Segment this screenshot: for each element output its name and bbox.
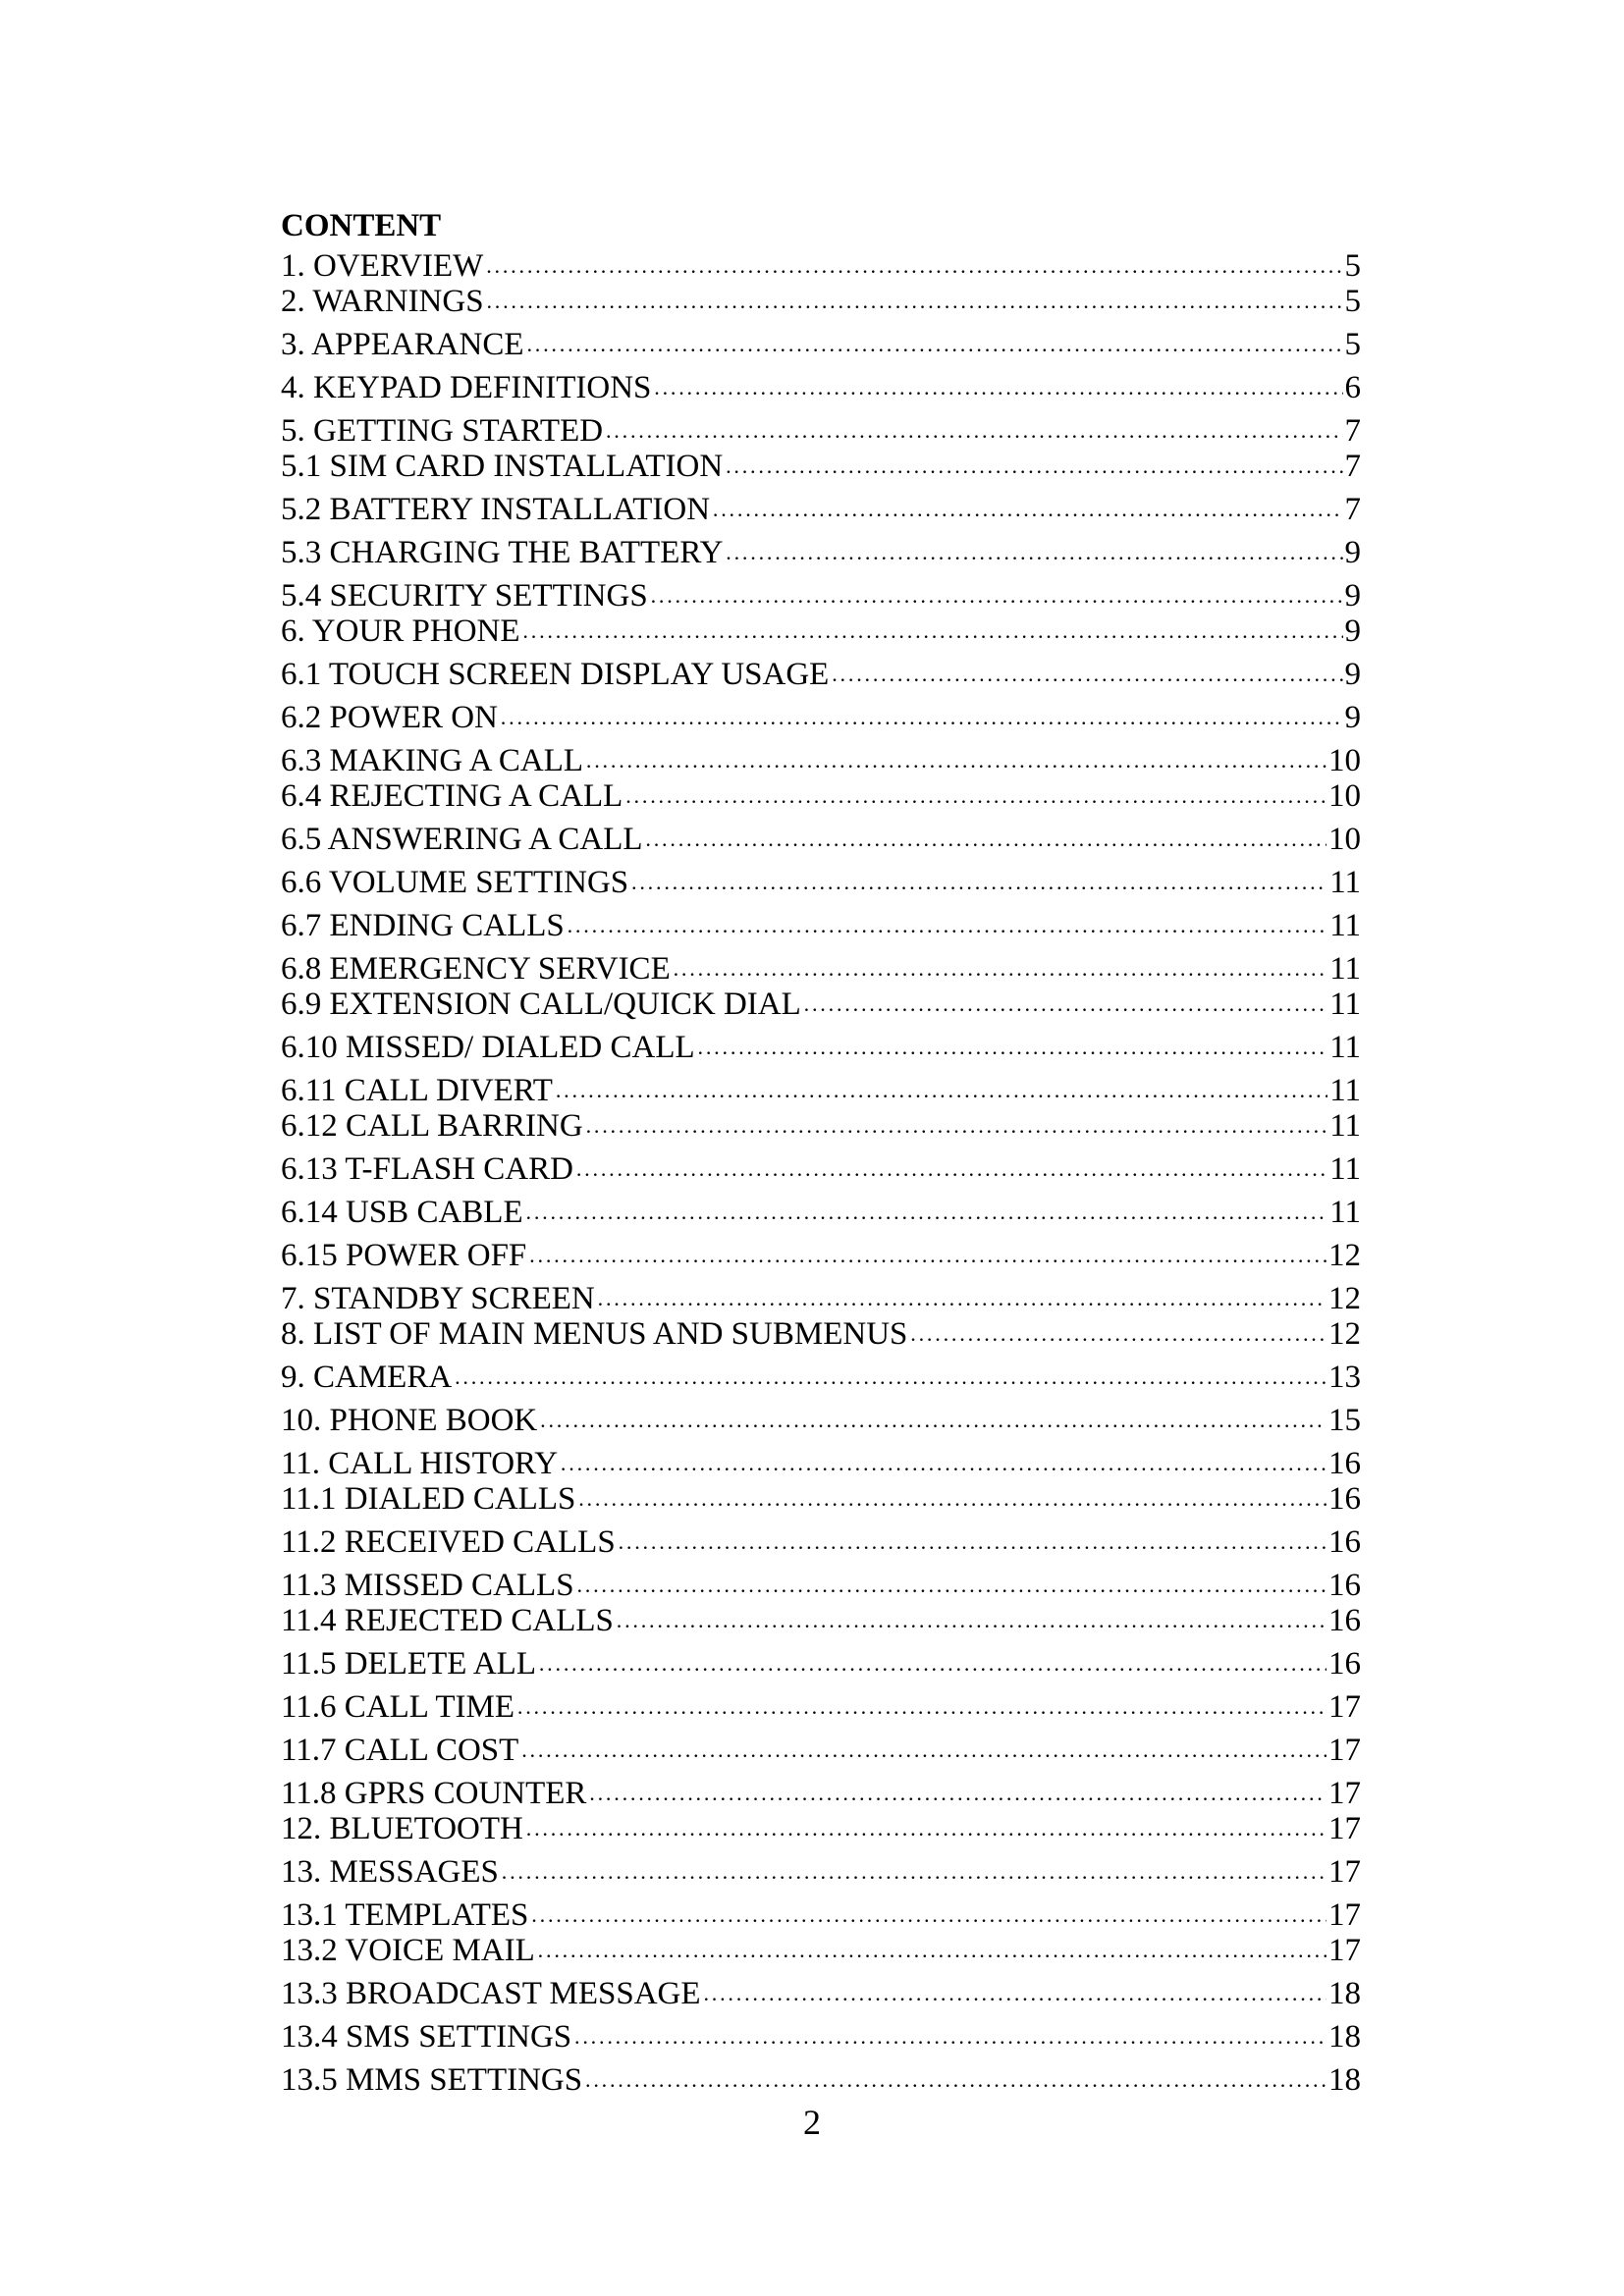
- toc-entry-label: 11.8 GPRS COUNTER: [281, 1776, 587, 1811]
- toc-leader-dots: [616, 1614, 1326, 1639]
- toc-leader-dots: [653, 381, 1342, 406]
- toc-entry: [281, 650, 1361, 693]
- toc-entry: [281, 1439, 1361, 1482]
- toc-entry-label: 6.6 VOLUME SETTINGS: [281, 865, 629, 900]
- toc-entry-label: 3. APPEARANCE: [281, 327, 524, 362]
- toc-entry: [281, 363, 1361, 406]
- toc-leader-dots: [486, 294, 1343, 320]
- toc-entry-page: 16: [1328, 1481, 1361, 1517]
- toc-entry-page: 17: [1328, 1776, 1361, 1811]
- toc-entry-label: 10. PHONE BOOK: [281, 1403, 538, 1438]
- toc-entry-page: 11: [1329, 1030, 1361, 1065]
- toc-entry-page: 15: [1328, 1403, 1361, 1438]
- toc-leader-dots: [909, 1327, 1326, 1353]
- toc-entry: [281, 2012, 1361, 2056]
- toc-entry-page: 17: [1328, 1811, 1361, 1846]
- toc-entry-page: 11: [1329, 1073, 1361, 1108]
- toc-entry-page: 11: [1329, 1195, 1361, 1230]
- toc-entry-label: 6. YOUR PHONE: [281, 614, 520, 649]
- toc-entry-label: 6.1 TOUCH SCREEN DISPLAY USAGE: [281, 657, 830, 692]
- toc-entry-page: 9: [1344, 700, 1361, 735]
- toc-entry-page: 9: [1344, 614, 1361, 649]
- toc-entry-label: 13.2 VOICE MAIL: [281, 1933, 535, 1968]
- toc-entry: [281, 1317, 1361, 1353]
- toc-entry: [281, 528, 1361, 571]
- toc-entry-label: 11.1 DIALED CALLS: [281, 1481, 576, 1517]
- toc-leader-dots: [605, 424, 1342, 450]
- toc-leader-dots: [645, 832, 1326, 858]
- toc-entry: [281, 249, 1361, 285]
- page-title: CONTENT: [281, 208, 442, 243]
- toc-entry-page: 12: [1328, 1316, 1361, 1352]
- toc-entry-page: 7: [1344, 492, 1361, 527]
- toc-entry-label: 5. GETTING STARTED: [281, 413, 604, 449]
- toc-entry-label: 6.7 ENDING CALLS: [281, 908, 565, 943]
- toc-entry-label: 13.4 SMS SETTINGS: [281, 2019, 572, 2055]
- toc-leader-dots: [618, 1535, 1326, 1561]
- toc-leader-dots: [673, 962, 1327, 988]
- toc-entry-label: 11. CALL HISTORY: [281, 1446, 559, 1481]
- toc-leader-dots: [522, 624, 1343, 650]
- toc-entry: [281, 693, 1361, 736]
- toc-entry: [281, 736, 1361, 779]
- toc-leader-dots: [573, 2030, 1326, 2056]
- toc-entry: [281, 1145, 1361, 1188]
- toc-entry-page: 16: [1328, 1646, 1361, 1682]
- toc-entry-page: 13: [1328, 1360, 1361, 1395]
- toc-entry-page: 11: [1329, 1151, 1361, 1187]
- toc-entry-label: 6.9 EXTENSION CALL/QUICK DIAL: [281, 987, 801, 1022]
- toc-entry-page: 16: [1328, 1568, 1361, 1603]
- toc-entry-label: 13.1 TEMPLATES: [281, 1897, 529, 1933]
- toc-entry-page: 11: [1329, 1108, 1361, 1144]
- toc-entry-page: 5: [1344, 327, 1361, 362]
- toc-entry-label: 5.1 SIM CARD INSTALLATION: [281, 449, 724, 484]
- toc-leader-dots: [560, 1457, 1326, 1482]
- toc-leader-dots: [725, 546, 1342, 571]
- toc-leader-dots: [500, 711, 1343, 736]
- toc-entry-label: 11.4 REJECTED CALLS: [281, 1603, 614, 1638]
- toc-entry-label: 9. CAMERA: [281, 1360, 453, 1395]
- toc-entry-label: 11.5 DELETE ALL: [281, 1646, 536, 1682]
- toc-entry: [281, 1396, 1361, 1439]
- toc-entry-page: 17: [1328, 1733, 1361, 1768]
- toc-entry: [281, 285, 1361, 320]
- toc-leader-dots: [584, 2073, 1326, 2099]
- toc-entry-page: 11: [1329, 951, 1361, 987]
- toc-leader-dots: [526, 338, 1343, 363]
- toc-entry-label: 13.5 MMS SETTINGS: [281, 2062, 583, 2098]
- toc-leader-dots: [485, 259, 1342, 285]
- toc-entry: [281, 858, 1361, 901]
- toc-leader-dots: [703, 1987, 1326, 2012]
- toc-entry-page: 9: [1344, 535, 1361, 570]
- toc-entry: [281, 815, 1361, 858]
- toc-leader-dots: [520, 1743, 1326, 1769]
- toc-entry: [281, 450, 1361, 485]
- toc-entry: [281, 1561, 1361, 1604]
- toc-entry: [281, 406, 1361, 450]
- toc-entry-label: 6.8 EMERGENCY SERVICE: [281, 951, 671, 987]
- toc-entry-label: 13.3 BROADCAST MESSAGE: [281, 1976, 701, 2011]
- toc-leader-dots: [454, 1370, 1326, 1396]
- toc-entry-label: 13. MESSAGES: [281, 1854, 499, 1890]
- toc-entry-page: 11: [1329, 908, 1361, 943]
- toc-leader-dots: [537, 1944, 1326, 1969]
- toc-entry-page: 16: [1328, 1603, 1361, 1638]
- toc-entry-page: 6: [1344, 370, 1361, 405]
- table-of-contents: [281, 249, 1361, 2099]
- toc-entry-label: 6.3 MAKING A CALL: [281, 743, 584, 778]
- toc-entry: [281, 1188, 1361, 1231]
- toc-entry: [281, 571, 1361, 614]
- toc-entry-label: 11.2 RECEIVED CALLS: [281, 1524, 616, 1560]
- toc-leader-dots: [803, 997, 1327, 1023]
- toc-entry-page: 18: [1328, 2019, 1361, 2055]
- toc-entry: [281, 1109, 1361, 1145]
- toc-entry-label: 6.2 POWER ON: [281, 700, 498, 735]
- toc-entry-page: 10: [1328, 778, 1361, 814]
- toc-entry-label: 6.4 REJECTING A CALL: [281, 778, 623, 814]
- toc-entry-page: 7: [1344, 413, 1361, 449]
- toc-entry-page: 17: [1328, 1897, 1361, 1933]
- toc-entry: [281, 944, 1361, 988]
- toc-entry: [281, 1847, 1361, 1891]
- toc-entry: [281, 779, 1361, 815]
- toc-leader-dots: [501, 1865, 1326, 1891]
- toc-leader-dots: [650, 589, 1343, 614]
- toc-entry-label: 5.2 BATTERY INSTALLATION: [281, 492, 711, 527]
- toc-entry-label: 5.3 CHARGING THE BATTERY: [281, 535, 724, 570]
- toc-leader-dots: [712, 503, 1342, 528]
- toc-leader-dots: [576, 1578, 1326, 1604]
- toc-leader-dots: [697, 1041, 1328, 1066]
- toc-entry-page: 18: [1328, 1976, 1361, 2011]
- toc-leader-dots: [525, 1822, 1326, 1847]
- toc-leader-dots: [530, 1908, 1326, 1934]
- toc-entry-label: 6.13 T-FLASH CARD: [281, 1151, 573, 1187]
- toc-entry-label: 1. OVERVIEW: [281, 248, 484, 284]
- toc-entry: [281, 1518, 1361, 1561]
- toc-leader-dots: [630, 876, 1327, 901]
- toc-entry: [281, 1353, 1361, 1396]
- toc-leader-dots: [831, 667, 1342, 693]
- toc-entry-page: 17: [1328, 1689, 1361, 1725]
- toc-entry-page: 5: [1344, 248, 1361, 284]
- toc-entry: [281, 901, 1361, 944]
- toc-entry: [281, 2056, 1361, 2099]
- toc-leader-dots: [525, 1205, 1328, 1231]
- toc-entry-page: 9: [1344, 657, 1361, 692]
- toc-leader-dots: [555, 1084, 1327, 1109]
- toc-entry-page: 10: [1328, 743, 1361, 778]
- toc-entry-label: 11.6 CALL TIME: [281, 1689, 515, 1725]
- toc-entry-page: 16: [1328, 1446, 1361, 1481]
- toc-entry-label: 2. WARNINGS: [281, 284, 484, 319]
- toc-entry: [281, 1726, 1361, 1769]
- toc-entry: [281, 1639, 1361, 1682]
- toc-entry: [281, 485, 1361, 528]
- toc-entry-page: 5: [1344, 284, 1361, 319]
- toc-entry-label: 6.10 MISSED/ DIALED CALL: [281, 1030, 695, 1065]
- toc-leader-dots: [725, 459, 1342, 485]
- toc-entry-page: 12: [1328, 1238, 1361, 1273]
- toc-entry-page: 9: [1344, 578, 1361, 614]
- toc-entry: [281, 988, 1361, 1023]
- toc-entry-page: 11: [1329, 865, 1361, 900]
- toc-entry-label: 11.7 CALL COST: [281, 1733, 519, 1768]
- toc-entry-label: 6.15 POWER OFF: [281, 1238, 527, 1273]
- toc-leader-dots: [538, 1657, 1326, 1682]
- toc-entry: [281, 320, 1361, 363]
- toc-entry-page: 12: [1328, 1281, 1361, 1316]
- toc-entry-label: 12. BLUETOOTH: [281, 1811, 523, 1846]
- toc-entry: [281, 1604, 1361, 1639]
- toc-entry-label: 6.5 ANSWERING A CALL: [281, 822, 643, 857]
- toc-entry-page: 17: [1328, 1854, 1361, 1890]
- toc-entry-label: 6.12 CALL BARRING: [281, 1108, 583, 1144]
- toc-leader-dots: [528, 1249, 1326, 1274]
- toc-leader-dots: [597, 1292, 1326, 1317]
- toc-entry-label: 11.3 MISSED CALLS: [281, 1568, 574, 1603]
- toc-leader-dots: [624, 789, 1326, 815]
- toc-entry: [281, 1891, 1361, 1934]
- toc-entry-label: 6.11 CALL DIVERT: [281, 1073, 553, 1108]
- toc-leader-dots: [588, 1787, 1326, 1812]
- toc-entry-label: 4. KEYPAD DEFINITIONS: [281, 370, 652, 405]
- toc-entry: [281, 1274, 1361, 1317]
- toc-leader-dots: [539, 1414, 1326, 1439]
- toc-entry: [281, 1482, 1361, 1518]
- toc-entry: [281, 1066, 1361, 1109]
- toc-leader-dots: [575, 1162, 1327, 1188]
- toc-entry-page: 16: [1328, 1524, 1361, 1560]
- toc-leader-dots: [567, 919, 1327, 944]
- toc-entry-label: 5.4 SECURITY SETTINGS: [281, 578, 648, 614]
- toc-entry-page: 10: [1328, 822, 1361, 857]
- toc-entry-label: 7. STANDBY SCREEN: [281, 1281, 595, 1316]
- toc-entry-label: 8. LIST OF MAIN MENUS AND SUBMENUS: [281, 1316, 908, 1352]
- toc-leader-dots: [577, 1492, 1326, 1518]
- toc-entry-label: 6.14 USB CABLE: [281, 1195, 523, 1230]
- toc-leader-dots: [516, 1700, 1326, 1726]
- page-number: 2: [803, 2103, 821, 2142]
- toc-entry-page: 18: [1328, 2062, 1361, 2098]
- toc-entry: [281, 1934, 1361, 1969]
- toc-entry: [281, 1812, 1361, 1847]
- toc-entry: [281, 1969, 1361, 2012]
- toc-leader-dots: [585, 754, 1326, 779]
- toc-entry-page: 11: [1329, 987, 1361, 1022]
- toc-entry: [281, 1023, 1361, 1066]
- toc-leader-dots: [585, 1119, 1328, 1145]
- toc-entry: [281, 1231, 1361, 1274]
- toc-entry: [281, 1682, 1361, 1726]
- toc-entry: [281, 614, 1361, 650]
- toc-entry: [281, 1769, 1361, 1812]
- toc-entry-page: 7: [1344, 449, 1361, 484]
- toc-entry-page: 17: [1328, 1933, 1361, 1968]
